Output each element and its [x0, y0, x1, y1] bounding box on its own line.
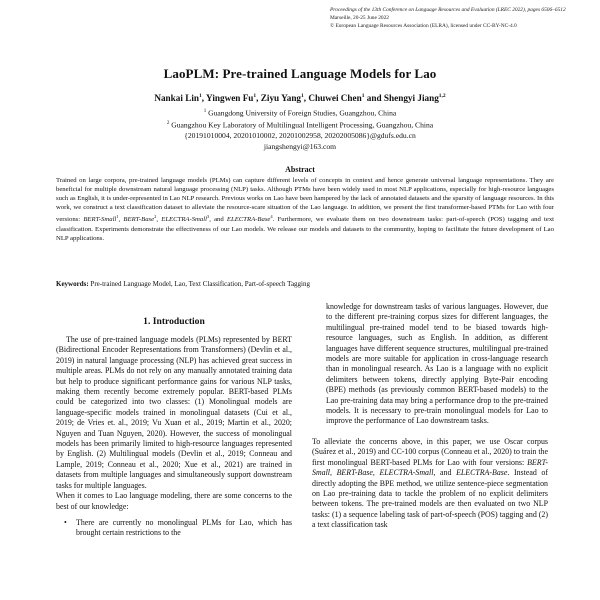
separator: , — [329, 468, 337, 478]
separator: , — [372, 468, 380, 478]
footnote-mark: 1 — [116, 214, 119, 220]
concerns-list — [56, 518, 292, 539]
list-item-text: There are currently no monolingual PLMs for Lao, which has brought certain restrictions to the — [76, 517, 292, 538]
separator: , and — [433, 468, 457, 478]
author-affil-sup: 1 — [199, 93, 202, 99]
model-name: ELECTRA-Base — [226, 216, 271, 224]
affiliation-1 — [0, 107, 600, 119]
abstract-part: . Furthermore, we evaluate them on two downstream tasks: part-of-speech (POS) tagging and text classification. Experiments demonstrate the effectiveness of our Lao models. We release our models and datasets to the community, hoping to facilitate the future development of Lao NLP applications. — [56, 216, 555, 242]
author-name: Chuwei Chen — [308, 93, 362, 104]
abstract-text: Trained on large corpora, pre-trained language models (PLMs) can capture different levels of concepts in context and hence generate universal language representations. They are beneficial for multiple downstream natural language processing (NLP) tasks. Although PTMs have been widely used in most NLP applications, especially for high-resource languages such as English, it is under-represented in Lao NLP research. Previous works on Lao have been hampered by the lack of annotated datasets and the sparsity of language resources. In this work, we construct a text classification dataset to alleviate the resource-scare situation of the Lao language. In addition, we present the first transformer-based PTMs for Lao with four versions: BERT-Small$^1$, BERT-Base$^2$, ELECTRA-Small$^3$, and ELECTRA-Base$^4$. Furthermore, we evaluate them on two downstream tasks: part-of-speech (POS) tagging and text classification. Experiments demonstrate the effectiveness of our Lao models. We release our models and datasets to the community, hoping to facilitate the future development of Lao NLP applications. — [56, 177, 555, 242]
affiliation-sup: 2 — [166, 121, 170, 127]
footnote-mark: 4 — [270, 214, 273, 220]
footnote-mark: 3 — [206, 214, 210, 220]
author-affil-sup: 1 — [361, 93, 365, 99]
author-affil-sup: 1,2 — [438, 93, 446, 99]
author-name: Ziyu Yang — [260, 93, 302, 104]
list-item — [56, 518, 292, 539]
author-email-2: jiangshengyi@163.com — [263, 141, 337, 151]
author-emails: {20191010004, 20201010002, 20201002958, 20202005086}@gdufs.edu.cn — [184, 131, 416, 141]
abstract-heading: Abstract — [285, 165, 315, 174]
bullet-icon: • — [64, 517, 67, 527]
paragraph-part: . Instead of directly adopting the BPE method, we utilize sentence-piece segmentation on Lao pre-training data to tackle the problem of no explicit delimiters between tokens. The pre-trained models are then evaluated on two NLP tasks: (1) a sequence labeling task of part-of-speech (POS) tagging and (2) a text classification task — [312, 468, 548, 530]
affiliation-sup: 1 — [203, 109, 207, 114]
model-name: ELECTRA-Small — [379, 468, 434, 478]
affiliation-text: Guangzhou Key Laboratory of Multilingual Intelligent Processing, Guangzhou, China — [171, 120, 434, 130]
abstract-part: Trained on large corpora, pre-trained language models (PLMs) can capture different levels of concepts in context and hence generate universal language representations. They are beneficial for multiple downstream natural language processing (NLP) tasks. Although PTMs have been widely used in most NLP applications, especially for high-resource languages such as English, it is under-represented in Lao NLP research. Previous works on Lao have been hampered by the lack of annotated datasets and the sparsity of language resources. In this work, we construct a text classification dataset to alleviate the resource-scare situation of the Lao language. In addition, we present the first transformer-based PTMs for Lao with four versions: — [56, 177, 554, 224]
proceedings-header — [330, 6, 592, 31]
affiliation-2 — [0, 119, 600, 131]
footnote-mark: 2 — [154, 214, 157, 220]
author-affil-sup: 1 — [301, 93, 304, 99]
section-heading-introduction: 1. Introduction — [143, 316, 205, 327]
affiliation-text: Guangdong University of Foreign Studies, Guangzhou, China — [208, 108, 397, 118]
right-paragraph-2 — [312, 437, 548, 531]
author-name: Nankai Lin — [154, 93, 200, 104]
keywords-text: Pre-trained Language Model, Lao, Text Classification, Part-of-speech Tagging — [90, 280, 311, 288]
right-paragraph-1: knowledge for downstream tasks of various languages. However, due to the different pre-training corpus sizes for different languages, the multilingual pre-trained model tend to be biased towards high-resource languages, such as English. In addition, as different languages have different sequence structures, multilingual pre-trained models are more suitable for application in cross-language research than in monolingual research. As Lao is a language with no explicit delimiters between tokens, directly applying Byte-Pair encoding (BPE) methods (as previously common BERT-based models) to the Lao pre-training data may bring a performance drop to the pre-trained models. It is necessary to pre-train monolingual models for Lao to improve the performance of Lao downstream tasks. — [326, 302, 548, 426]
keywords — [56, 280, 554, 289]
proceedings-venue: Proceedings of the 13th Conference on Language Resources and Evaluation (LREC 2022), pages 6506–6512 — [330, 7, 566, 13]
model-name: ELECTRA-Base — [456, 468, 508, 478]
proceedings-license: © European Language Resources Association (ELRA), licensed under CC-BY-NC-4.0 — [330, 23, 517, 30]
contribution-block — [312, 437, 548, 531]
affiliations — [0, 107, 600, 152]
author-name: Shengyi Jiang — [383, 93, 439, 104]
right-column — [312, 302, 548, 531]
model-name: BERT-Base — [123, 216, 155, 224]
paper-title: LaoPLM: Pre-trained Language Models for Lao — [163, 66, 437, 81]
intro-paragraph-2: When it comes to Lao language modeling, there are some concerns to the best of our knowledge: — [56, 491, 292, 511]
author-affil-sup: 1 — [253, 93, 257, 99]
paragraph-part: To alleviate the concerns above, in this paper, we use Oscar corpus (Suárez et al., 2019) and CC-100 corpus (Conneau et al., 2020) to train the first monolingual BERT-based PLMs for Lao with four versions: — [312, 436, 548, 467]
model-name: ELECTRA-Small — [161, 216, 207, 224]
intro-paragraph-1: The use of pre-trained language models (PLMs) represented by BERT (Bidirectional Encoder Representations from Transformers) (Devlin et al., 2019) in natural language processing (NLP) has achieved great success in multiple areas. PLMs do not rely on any manually annotated training data but help to produce significant performance gains for various NLP tasks, making them recently become extremely popular. BERT-based PLMs could be categorized into two classes: (1) Monolingual models are language-specific models trained in monolingual datasets (Cui et al., 2019; de Vries et. al., 2019; Vu Xuan et al., 2019; Martin et al., 2020; Nguyen and Tuan Nguyen, 2020). However, the success of monolingual models has been primarily limited to high-resource languages represented by English. (2) Multilingual models (Devlin et al., 2019; Conneau and Lample, 2019; Conneau et al., 2020; Xue et al., 2021) are trained in datasets from multiple languages and simultaneously support downstream tasks for multiple languages. — [56, 335, 292, 490]
model-name: BERT-Small — [83, 216, 117, 224]
model-name: BERT-Base — [336, 468, 373, 478]
keywords-label: Keywords: — [56, 280, 89, 288]
left-column — [56, 300, 292, 539]
bullet-continuation — [312, 302, 548, 427]
author-name: Yingwen Fu — [206, 93, 254, 104]
model-name: BERT-Small — [312, 457, 548, 478]
proceedings-location: Marseille, 20-25 June 2022 — [330, 15, 389, 22]
author-list: Nankai Lin$^1$, Yingwen Fu$^1$, Ziyu Yang$^1$, Chuwei Chen$^1$ and Shengyi Jiang$^{1,2}$ — [154, 93, 446, 104]
